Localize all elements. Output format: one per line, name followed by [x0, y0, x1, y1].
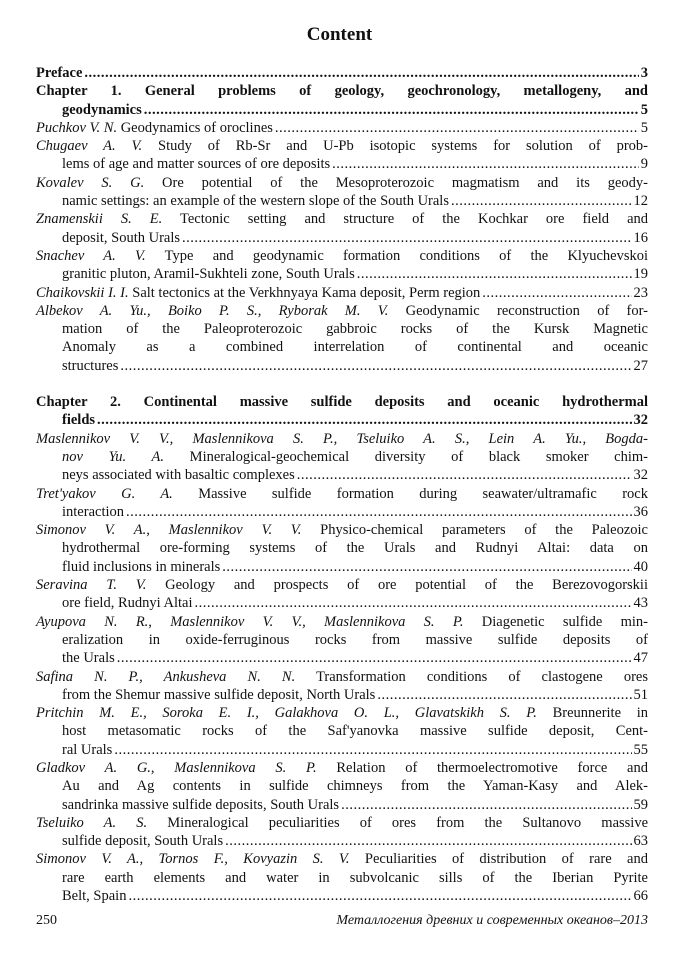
entry-title-text: Relation of thermoelectromotive force and [316, 759, 648, 776]
toc-entry[interactable] [36, 576, 648, 613]
entry-title-text [62, 192, 449, 210]
entry-last-text: structures [62, 357, 119, 374]
entry-line [36, 320, 648, 338]
page-number-ref: 36 [633, 503, 648, 520]
entry-title-text [62, 741, 112, 759]
page-number-ref: 66 [633, 888, 648, 905]
entry-last-text: deposit, South Urals [62, 229, 181, 246]
dot-leader [120, 357, 631, 375]
entry-title-text [62, 265, 355, 283]
entry-title-text [62, 887, 126, 905]
entry-line [36, 302, 648, 320]
dot-leader [97, 411, 631, 429]
entry-line [36, 613, 648, 631]
entry-title-text [36, 284, 480, 302]
entry-line [36, 82, 648, 100]
page-number-ref: 32 [633, 412, 648, 429]
entry-title-text [36, 64, 82, 82]
page-number-ref: 3 [640, 65, 648, 81]
entry-author: Znamenskii S. E. [36, 211, 163, 228]
toc-entry[interactable] [36, 119, 648, 137]
entry-last-line [36, 101, 648, 119]
page-number-ref: 19 [633, 266, 648, 283]
toc-heading[interactable] [36, 393, 648, 430]
dot-leader [341, 796, 631, 814]
entry-title-text: eralization in oxide-ferruginous rocks from massive sulfide deposits of [62, 631, 648, 648]
entry-title-text: Anomaly as a combined interrelation of continental and oceanic [62, 339, 648, 356]
entry-last-line [36, 796, 648, 814]
entry-last-text: the Urals [62, 650, 115, 667]
entry-line [36, 393, 648, 411]
entry-last-line [36, 594, 648, 612]
page-number: 250 [36, 913, 57, 928]
toc-entry[interactable] [36, 137, 648, 174]
entry-title-text [62, 558, 220, 576]
entry-line [36, 174, 648, 192]
entry-title-text: Diagenetic sulfide min- [463, 613, 649, 630]
page-number-ref: 9 [640, 156, 648, 173]
entry-author: Maslennikov V. V., Maslennikova S. P., Tseluiko A. S., Lein A. Yu., Bogda- [36, 430, 648, 447]
entry-title-text [62, 411, 95, 429]
page-number-ref: 23 [633, 284, 648, 301]
entry-last-line [36, 192, 648, 210]
entry-line [36, 777, 648, 795]
entry-line [36, 850, 648, 868]
entry-last-line [36, 649, 648, 667]
entry-last-text: geodynamics [62, 101, 142, 118]
entry-author: Safina N. P., Ankusheva N. N. [36, 668, 296, 685]
toc-entry[interactable] [36, 704, 648, 759]
entry-title-text [62, 503, 124, 521]
entry-last-text: Salt tectonics at the Verkhnyaya Kama deposit, Perm region [128, 284, 481, 301]
entry-author: Albekov A. Yu., Boiko P. S., Ryborak M. V. [36, 302, 389, 319]
page-number-ref: 5 [640, 101, 648, 118]
entry-last-line [36, 265, 648, 283]
entry-title-text: Peculiarities of distribution of rare and [349, 851, 648, 868]
entry-last-line [36, 357, 648, 375]
entry-last-text: granitic pluton, Aramil-Sukhteli zone, South Urals [62, 266, 355, 283]
entry-last-text: sandrinka massive sulfide deposits, South Urals [62, 796, 340, 813]
toc-entry[interactable] [36, 284, 648, 302]
entry-title-text: Ore potential of the Mesoproterozoic magmatism and its geody- [144, 174, 648, 191]
page-footer [36, 913, 648, 929]
entry-last-text: namic settings: an example of the western slope of the South Urals [62, 193, 449, 210]
page-number-ref: 63 [633, 833, 648, 850]
entry-title-text: Massive sulfide formation during seawater/ultramafic rock [172, 485, 648, 502]
entry-title-text: Chapter 2. Continental massive sulfide deposits and oceanic hydrothermal [36, 394, 648, 411]
entry-title-text: Mineralogical peculiarities of ores from the Sultanovo massive [147, 814, 648, 831]
entry-line [36, 448, 648, 466]
entry-author-cont: nov Yu. A. [62, 448, 165, 465]
entry-title-text: Mineralogical-geochemical diversity of black smoker chim- [164, 448, 649, 465]
entry-line [36, 338, 648, 356]
entry-title-text [62, 594, 192, 612]
entry-line [36, 539, 648, 557]
entry-last-text: ral Urals [62, 741, 113, 758]
toc-entry[interactable] [36, 668, 648, 705]
toc-heading[interactable] [36, 82, 648, 119]
entry-last-text: from the Shemur massive sulfide deposit, North Urals [62, 686, 376, 703]
entry-last-line [36, 466, 648, 484]
entry-last-text: sulfide deposit, South Urals [62, 833, 224, 850]
entry-author: Ayupova N. R., Maslennikov V. V., Maslennikova S. P. [36, 613, 464, 630]
toc-heading[interactable] [36, 64, 648, 82]
entry-title-text [62, 796, 339, 814]
dot-leader [144, 101, 639, 119]
dot-leader [84, 64, 638, 82]
entry-author: Chugaev A. V. [36, 138, 143, 155]
entry-line [36, 485, 648, 503]
entry-title-text: Study of Rb-Sr and U-Pb isotopic systems for solution of prob- [142, 138, 648, 155]
dot-leader [222, 558, 631, 576]
entry-title-text: hydrothermal ore-forming systems of the Urals and Rudnyi Altai: data on [62, 540, 648, 557]
entry-title-text [62, 686, 375, 704]
entry-author: Tseluiko A. S. [36, 814, 148, 831]
dot-leader [357, 265, 632, 283]
entry-line [36, 576, 648, 594]
entry-last-line [36, 64, 648, 82]
entry-line [36, 521, 648, 539]
dot-leader [482, 284, 631, 302]
entry-title-text: Au and Ag contents in sulfide chimneys from the Yaman-Kasy and Alek- [62, 778, 648, 795]
entry-last-line [36, 558, 648, 576]
entry-title-text: Tectonic setting and structure of the Kochkar ore field and [162, 211, 648, 228]
page-number-ref: 16 [633, 229, 648, 246]
entry-line [36, 137, 648, 155]
entry-title-text [62, 155, 330, 173]
table-of-contents [36, 64, 648, 905]
entry-line [36, 869, 648, 887]
entry-author: Puchkov V. N. [36, 119, 118, 136]
entry-last-line [36, 155, 648, 173]
entry-author: Simonov V. A., Maslennikov V. V. [36, 522, 302, 539]
page-number-ref: 43 [633, 595, 648, 612]
entry-last-line [36, 686, 648, 704]
entry-last-line [36, 119, 648, 137]
entry-line [36, 210, 648, 228]
entry-last-line [36, 284, 648, 302]
toc-entry[interactable] [36, 174, 648, 211]
entry-line [36, 430, 648, 448]
page-number-ref: 12 [633, 193, 648, 210]
entry-title-text [62, 832, 223, 850]
entry-title-text [62, 466, 295, 484]
journal-title: Металлогения древних и современных океанов–2013 [336, 913, 648, 928]
entry-last-text: lems of age and matter sources of ore deposits [62, 156, 331, 173]
entry-line [36, 722, 648, 740]
entry-last-text: Preface [36, 65, 83, 81]
dot-leader [377, 686, 631, 704]
entry-last-text: Geodynamics of oroclines [117, 119, 273, 136]
entry-author: Kovalev S. G. [36, 174, 145, 191]
page-number-ref: 32 [633, 467, 648, 484]
entry-title-text: Geology and prospects of ore potential of the Berezovogorskii [146, 577, 648, 594]
entry-title-text [62, 101, 142, 119]
entry-author: Tret'yakov G. A. [36, 485, 173, 502]
entry-last-line [36, 229, 648, 247]
entry-title-text [62, 357, 118, 375]
section-gap [36, 375, 648, 393]
entry-title-text: Physico-chemical parameters of the Paleozoic [301, 522, 648, 539]
entry-last-line [36, 887, 648, 905]
page-number-ref: 5 [640, 119, 648, 136]
entry-author: Pritchin M. E., Soroka E. I., Galakhova O. L., Glavatskikh S. P. [36, 705, 537, 722]
toc-entry[interactable] [36, 814, 648, 851]
page-number-ref: 27 [633, 357, 648, 374]
entry-author: Chaikovskii I. I. [36, 284, 129, 301]
page-number-ref: 47 [633, 650, 648, 667]
entry-author: Seravina T. V. [36, 577, 147, 594]
entry-title-text: host metasomatic rocks of the Saf'yanovka massive sulfide deposit, Cent- [62, 723, 648, 740]
entry-title-text [62, 229, 180, 247]
entry-last-text: fields [62, 412, 96, 429]
entry-title-text: Chapter 1. General problems of geology, geochronology, metallogeny, and [36, 83, 648, 100]
page-number-ref: 51 [633, 686, 648, 703]
toc-entry[interactable] [36, 759, 648, 814]
entry-title-text: Geodynamic reconstruction of for- [388, 302, 648, 319]
dot-leader [117, 649, 632, 667]
entry-last-line [36, 832, 648, 850]
entry-last-line [36, 503, 648, 521]
entry-author: Simonov V. A., Tornos F., Kovyazin S. V. [36, 851, 350, 868]
dot-leader [128, 887, 631, 905]
dot-leader [114, 741, 631, 759]
toc-entry[interactable] [36, 850, 648, 905]
page-title: Content [306, 24, 373, 45]
entry-title-text [36, 119, 273, 137]
entry-title-text: mation of the Paleoproterozoic gabbroic rocks of the Kursk Magnetic [62, 321, 648, 338]
entry-line [36, 668, 648, 686]
toc-entry[interactable] [36, 247, 648, 284]
entry-last-text: fluid inclusions in minerals [62, 558, 221, 575]
entry-title-text: rare earth elements and water in subvolcanic sills of the Iberian Pyrite [62, 869, 648, 886]
toc-entry[interactable] [36, 210, 648, 247]
dot-leader [194, 594, 631, 612]
dot-leader [225, 832, 631, 850]
entry-line [36, 814, 648, 832]
toc-entry[interactable] [36, 613, 648, 668]
page-number-ref: 59 [633, 796, 648, 813]
dot-leader [451, 192, 632, 210]
dot-leader [332, 155, 639, 173]
toc-entry[interactable] [36, 302, 648, 375]
dot-leader [182, 229, 631, 247]
entry-last-line [36, 741, 648, 759]
entry-line [36, 759, 648, 777]
page-number-ref: 55 [633, 741, 648, 758]
dot-leader [126, 503, 631, 521]
entry-author: Gladkov A. G., Maslennikova S. P. [36, 759, 317, 776]
entry-last-text: Belt, Spain [62, 888, 127, 905]
entry-line [36, 704, 648, 722]
entry-last-line [36, 411, 648, 429]
entry-line [36, 631, 648, 649]
dot-leader [297, 466, 632, 484]
entry-last-text: ore field, Rudnyi Altai [62, 595, 193, 612]
entry-title-text [62, 649, 115, 667]
toc-entry[interactable] [36, 521, 648, 576]
entry-title-text: Type and geodynamic formation conditions of the Klyuchevskoi [145, 247, 649, 264]
dot-leader [275, 119, 639, 137]
page-number-ref: 40 [633, 558, 648, 575]
entry-last-text: neys associated with basaltic complexes [62, 467, 295, 484]
toc-entry[interactable] [36, 430, 648, 485]
entry-last-text: interaction [62, 503, 125, 520]
entry-author: Snachev A. V. [36, 247, 146, 264]
entry-title-text: Breunnerite in [536, 705, 648, 722]
toc-entry[interactable] [36, 485, 648, 522]
entry-title-text: Transformation conditions of clastogene ores [295, 668, 648, 685]
entry-line [36, 247, 648, 265]
